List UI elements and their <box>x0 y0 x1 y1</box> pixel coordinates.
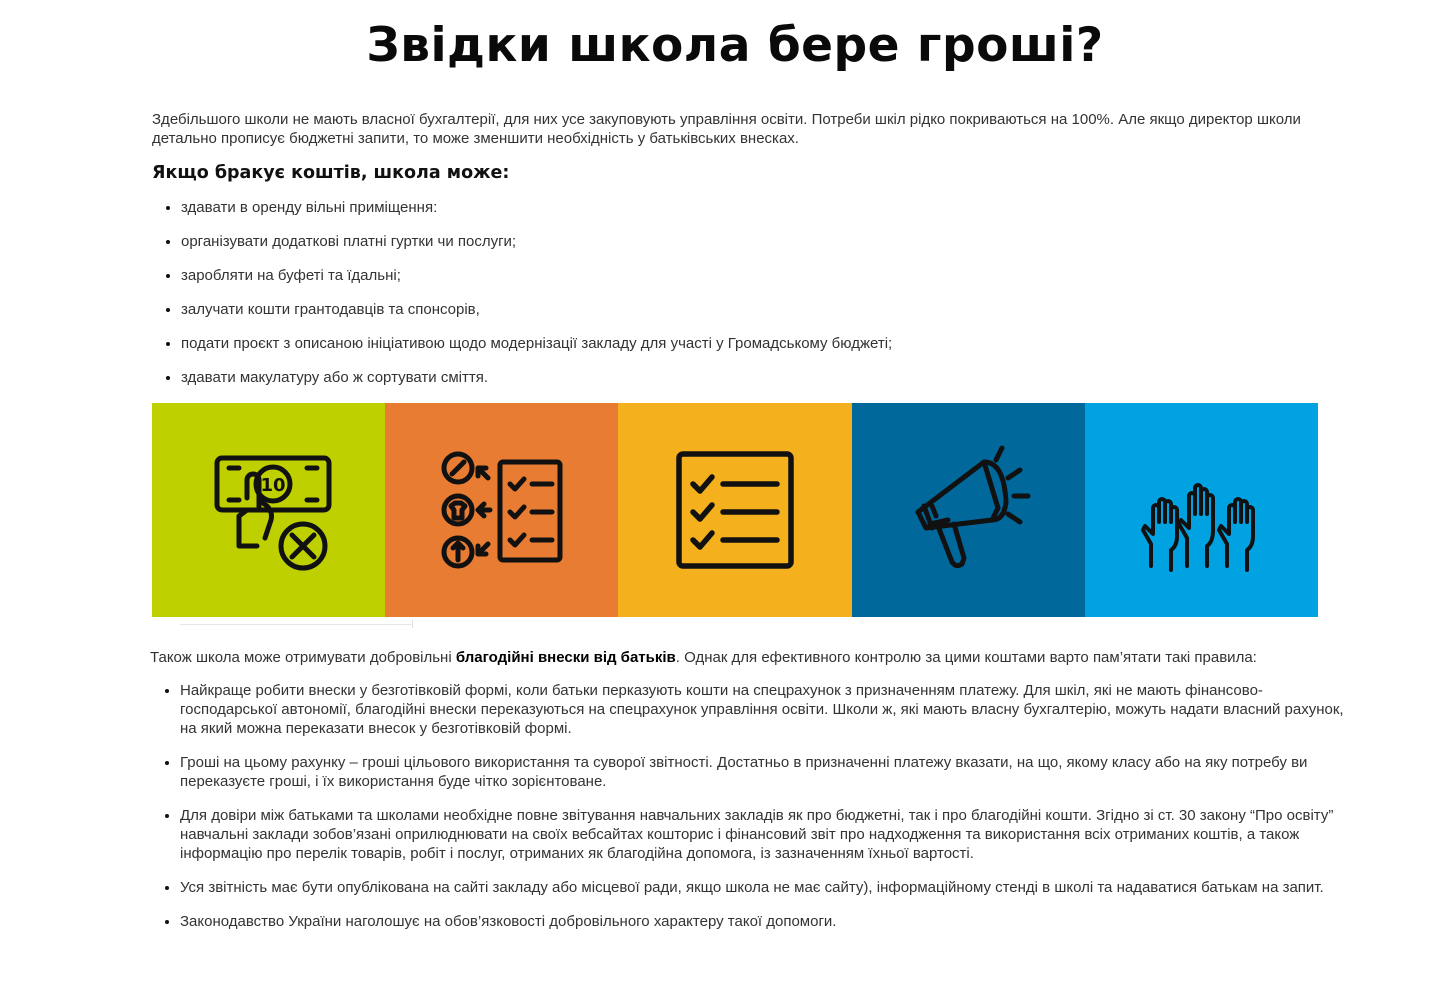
money-bill-cancel-icon <box>199 440 339 580</box>
banner-tile-megaphone <box>852 403 1085 617</box>
divider <box>180 624 412 625</box>
list-item: • заробляти на буфеті та їдальні; <box>181 266 1351 285</box>
services-checklist-icon <box>432 440 572 580</box>
funding-options-list <box>152 198 1351 402</box>
infographic-banner <box>152 403 1318 617</box>
list-item: • Уся звітність має бути опублікована на сайті закладу або місцевої ради, якщо школа не має сайту), інформаційному стенді в школі та надаватися батькам на запит. <box>180 878 1345 897</box>
svg-text:10: 10 <box>260 475 286 496</box>
list-item: • Найкраще робити внески у безготівковій формі, коли батьки перказують кошти на спецрахунок з призначенням платежу. Для шкіл, які не мають фінансово-господарської автономії, благодійні внески переказуються на спецрахунок управління освіти. Школи ж, які мають власну бухгалтерію, можуть надати власний рахунок, на який можна переказати внесок у безготівковій формі. <box>180 681 1345 738</box>
options-heading: Якщо бракує коштів, школа може: <box>152 163 510 183</box>
donation-rules-list <box>150 681 1345 946</box>
intro-paragraph: Здебільшого школи не мають власної бухгалтерії, для них усе закуповують управління освіти. Потреби шкіл рідко покриваються на 100%. Але якщо директор школи детально прописує бюджетні запити, то може зменшити необхідність у батьківських внесках. <box>152 111 1301 147</box>
list-item: • Законодавство України наголошує на обов’язковості добровільного характеру такої допомоги. <box>180 912 1345 931</box>
banner-tile-checklist <box>618 403 851 617</box>
banner-tile-cash <box>152 403 385 617</box>
list-item: • здавати макулатуру або ж сортувати сміття. <box>181 368 1351 387</box>
list-item: • залучати кошти грантодавців та спонсорів, <box>181 300 1351 319</box>
list-item: • подати проєкт з описаною ініціативою щодо модернізації закладу для участі у Громадському бюджеті; <box>181 334 1351 353</box>
donations-paragraph <box>150 648 1320 667</box>
divider-tick <box>412 620 413 628</box>
list-item: • Для довіри між батьками та школами необхідне повне звітування навчальних закладів як про бюджетні, так і про благодійні кошти. Згідно зі ст. 30 закону “Про освіту” навчальні заклади зобов’язані оприлюднювати на своїх вебсайтах кошторис і фінансовий звіт про надходження та використання всіх отриманих коштів, а також інформацію про перелік товарів, робіт і послуг, отриманих як благодійна допомога, із зазначенням їхньої вартості. <box>180 806 1345 863</box>
donations-text-end: . Однак для ефективного контролю за цими коштами варто пам’ятати такі правила: <box>675 649 1257 666</box>
donations-text-start: Також школа може отримувати добровільні <box>150 649 456 666</box>
page-title: Звідки школа бере гроші? <box>366 18 1104 73</box>
donations-emphasis: благодійні внески від батьків <box>455 649 676 666</box>
megaphone-icon <box>898 440 1038 580</box>
checklist-icon <box>665 440 805 580</box>
raised-hands-icon <box>1131 440 1271 580</box>
list-item: • організувати додаткові платні гуртки чи послуги; <box>181 232 1351 251</box>
banner-tile-services <box>385 403 618 617</box>
list-item: • Гроші на цьому рахунку – гроші цільового використання та суворої звітності. Достатньо в призначенні платежу вказати, на що, якому класу або на яку потребу ви переказуєте гроші, і їх використання буде чітко зорієнтоване. <box>180 753 1345 791</box>
banner-tile-hands <box>1085 403 1318 617</box>
list-item: • здавати в оренду вільні приміщення: <box>181 198 1351 217</box>
